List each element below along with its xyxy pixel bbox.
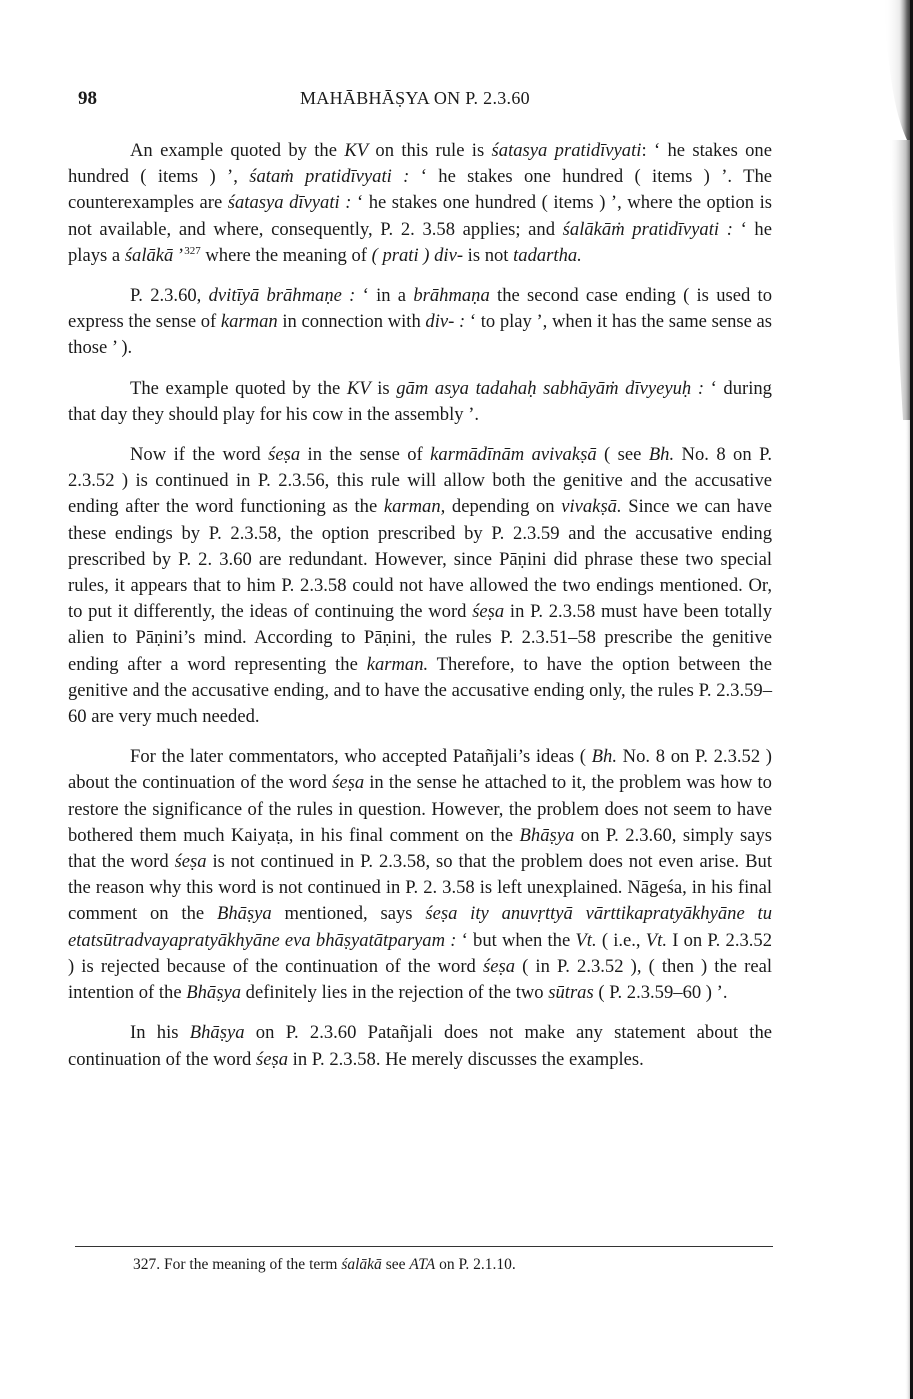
italic-run: Vt. (645, 929, 667, 951)
text-run: ( P. 2.3.59–60 ) ’. (593, 982, 728, 1004)
text-run: in P. 2.3.58. He merely discusses the examples. (288, 1048, 644, 1070)
paragraph-1 (68, 138, 772, 269)
italic-run: dvitīyā brāhmaṇe : (208, 285, 356, 307)
italic-run: sūtras (548, 982, 594, 1004)
italic-run: Bhāṣya (189, 1022, 245, 1044)
paragraph-6 (68, 1020, 772, 1072)
scan-edge-shadow (849, 0, 913, 1399)
text-run: ‘ in a (355, 285, 414, 307)
text-run: Since we can have these endings by P. 2.3.58, the option prescribed by P. 2.3.59 and the accusative ending prescribed by P. 2. 3.60 are redundant. However, since Pāṇini did phrase these two special rules, it appears that to him P. 2.3.58 could not have allowed the two endings mentioned. Or, to put it differently, the ideas of continuing the word (68, 496, 772, 623)
italic-run: ( prati ) div- (371, 244, 464, 266)
text-run: in the sense of (300, 444, 431, 466)
italic-run: śataṁ pratidīvyati : (249, 166, 410, 188)
italic-run: Bhāṣya (519, 824, 575, 846)
italic-run: brāhmaṇa (413, 285, 490, 307)
text-run: For the later commentators, who accepted Patañjali’s ideas ( (130, 746, 592, 768)
italic-run: KV (346, 377, 371, 399)
text-run: ( in P. 2.3.52 ), ( then ) the real intention of the (68, 955, 772, 1004)
text-run: ( see (596, 444, 649, 466)
text-run: in the sense he attached to it, the problem was how to restore the significance of the rules in question. However, the problem does not seem to have bothered them much Kaiyaṭa, in his final comment on the (68, 772, 772, 846)
footnote-marker: 327 (184, 244, 201, 257)
text-run: P. 2.3.60, (130, 285, 209, 307)
text-run: on P. 2.3.60, simply says that the word (68, 824, 772, 873)
text-run: No. 8 on P. 2.3.52 ) is continued in P. 2.3.56, this rule will allow both the genitive and the accusative ending after the word functioning as the (68, 444, 772, 518)
italic-run: śeṣa (255, 1048, 288, 1070)
text-run: see (381, 1256, 410, 1273)
italic-run: tadartha. (513, 244, 582, 266)
italic-run: śeṣa (332, 772, 365, 794)
italic-run: śalākā (124, 244, 174, 266)
text-run: ‘ he stakes one hundred ( items ) ’. The counterexamples are (68, 166, 773, 214)
text-run: mentioned, says (271, 903, 426, 925)
italic-run: śeṣa (482, 955, 515, 977)
text-run: ‘ during that day they should play for his cow in the assembly ’. (68, 377, 772, 425)
text-run: ’ (173, 244, 185, 266)
italic-run: Bh. (591, 746, 617, 768)
italic-run: ATA (409, 1256, 436, 1273)
text-run: ‘ he stakes one hundred ( items ) ’, where the option is not available, and where, consequently, P. 2. 3.58 applies; and (68, 192, 772, 240)
text-run: ‘ he plays a (68, 218, 772, 266)
text-run: The example quoted by the (130, 377, 347, 399)
footnote-327 (133, 1255, 773, 1275)
text-run: definitely lies in the rejection of the two (241, 982, 549, 1004)
page-header (78, 88, 778, 114)
page-number: 98 (78, 88, 97, 109)
italic-run: Bh. (648, 444, 675, 466)
italic-run: karman (220, 311, 278, 333)
italic-run: gām asya tadahaḥ sabhāyāṁ dīvyeyuḥ : (396, 377, 705, 399)
text-run: : ‘ he stakes one hundred ( items ) ’, (68, 140, 772, 188)
text-run: 327. For the meaning of the term (133, 1256, 342, 1273)
text-run: ‘ but when the (456, 929, 576, 951)
italic-run: śeṣa (472, 601, 505, 623)
running-title: MAHĀBHĀṢYA ON P. 2.3.60 (300, 88, 530, 108)
paragraph-2 (68, 283, 772, 362)
text-run: on P. 2.1.10. (435, 1256, 516, 1273)
text-run: is not continued in P. 2.3.58, so that the problem does not even arise. But the reason why this word is not continued in P. 2. 3.58 is left unexplained. Nāgeśa, in his final comment on the (68, 851, 772, 925)
text-run: ( i.e., (596, 929, 646, 951)
paragraph-3 (68, 376, 772, 428)
italic-run: KV (344, 140, 369, 161)
italic-run: śeṣa ity anuvṛttyā vārttikapratyākhyāne tu etatsūtradvayapratyākhyāne eva bhāṣyatātparyam : (68, 903, 772, 951)
italic-run: vivakṣā. (561, 496, 622, 518)
main-text (68, 138, 772, 1087)
text-run: the second case ending ( is used to express the sense of (68, 285, 773, 333)
text-run: I on P. 2.3.52 ) is rejected because of the continuation of the word (68, 929, 773, 977)
italic-run: Bhāṣya (216, 903, 272, 925)
italic-run: śeṣa (174, 851, 207, 873)
text-run: is not (463, 244, 514, 266)
text-run: No. 8 on P. 2.3.52 ) about the continuation of the word (68, 746, 772, 794)
text-run: on P. 2.3.60 Patañjali does not make any statement about the continuation of the word (68, 1022, 772, 1070)
text-run: depending on (445, 496, 562, 518)
italic-run: śalākāṁ pratidīvyati : (562, 218, 733, 240)
text-run: Now if the word (130, 444, 269, 466)
text-run: Therefore, to have the option between the genitive and the accusative ending, and to have the accusative ending only, the rules P. 2.3.59–60 are very much needed. (68, 653, 772, 728)
italic-run: karmādīnām avivakṣā (430, 444, 597, 466)
text-run: on this rule is (368, 140, 492, 161)
text-run: ‘ to play ’, when it has the same sense as those ’ ). (68, 311, 772, 359)
text-run: In his (130, 1022, 190, 1044)
italic-run: śeṣa (268, 444, 301, 466)
italic-run: Bhāṣya (186, 982, 242, 1004)
text-run: in connection with (277, 311, 426, 333)
italic-run: karman, (383, 496, 446, 518)
footnote-divider (75, 1246, 773, 1247)
paragraph-4 (68, 442, 772, 730)
italic-run: śatasya pratidīvyati (491, 140, 642, 161)
italic-run: div- : (425, 311, 466, 333)
italic-run: karman. (366, 653, 429, 675)
italic-run: Vt. (575, 929, 597, 951)
text-run: is (370, 377, 397, 399)
text-run: where the meaning of (200, 244, 372, 266)
text-run: An example quoted by the (130, 140, 345, 161)
italic-run: śatasya dīvyati : (227, 192, 352, 214)
text-run: in P. 2.3.58 must have been totally alien to Pāṇini’s mind. According to Pāṇini, the rules P. 2.3.51–58 prescribe the genitive ending after a word representing the (68, 601, 772, 675)
paragraph-5 (68, 744, 772, 1006)
italic-run: śalākā (341, 1256, 382, 1273)
